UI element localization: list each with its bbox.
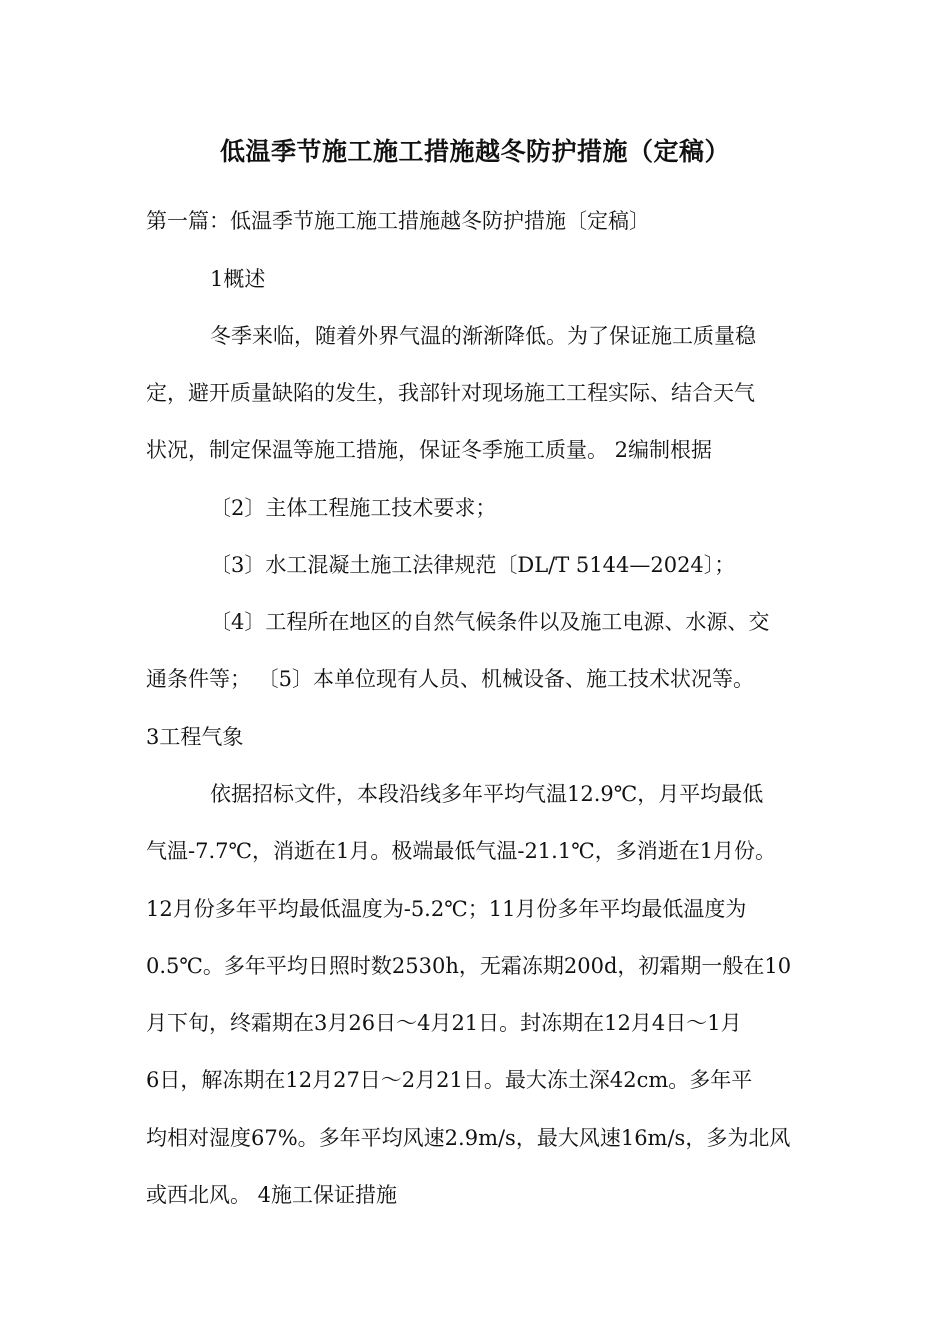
list-item-3: 〔3〕水工混凝土施工法律规范〔DL/T 5144—2024〕； <box>210 553 736 577</box>
paragraph-line: 6日，解冻期在12月27日～2月21日。最大冻土深42cm。多年平 <box>146 1068 753 1092</box>
paragraph-line: 12月份多年平均最低温度为-5.2℃；11月份多年平均最低温度为 <box>146 897 747 921</box>
document-title: 低温季节施工施工措施越冬防护措施（定稿） <box>219 137 730 166</box>
paragraph-line: 0.5℃。多年平均日照时数2530h，无霜冻期200d，初霜期一般在10 <box>146 954 792 978</box>
paragraph-line: 依据招标文件，本段沿线多年平均气温12.9℃，月平均最低 <box>210 782 764 806</box>
paragraph-line: 或西北风。 4施工保证措施 <box>146 1183 398 1207</box>
paragraph-line: 定，避开质量缺陷的发生，我部针对现场施工工程实际、结合天气 <box>146 381 755 405</box>
heading-engineering-weather: 3工程气象 <box>146 725 244 749</box>
section-heading-part-one: 第一篇：低温季节施工施工措施越冬防护措施〔定稿〕 <box>146 209 650 233</box>
paragraph-line: 均相对湿度67%。多年平均风速2.9m/s，最大风速16m/s，多为北风 <box>146 1126 791 1150</box>
list-item-4: 〔4〕工程所在地区的自然气候条件以及施工电源、水源、交 <box>210 610 770 634</box>
list-item-2: 〔2〕主体工程施工技术要求； <box>210 496 497 520</box>
paragraph-line: 月下旬，终霜期在3月26日～4月21日。封冻期在12月4日～1月 <box>146 1011 742 1035</box>
paragraph-line: 气温-7.7℃，消逝在1月。极端最低气温-21.1℃，多消逝在1月份。 <box>146 839 777 863</box>
heading-overview: 1概述 <box>210 267 266 291</box>
list-item-4-5-continued: 通条件等； 〔5〕本单位现有人员、机械设备、施工技术状况等。 <box>146 667 755 691</box>
paragraph-line: 冬季来临，随着外界气温的渐渐降低。为了保证施工质量稳 <box>210 324 756 348</box>
paragraph-line: 状况，制定保温等施工措施，保证冬季施工质量。 2编制根据 <box>146 438 713 462</box>
